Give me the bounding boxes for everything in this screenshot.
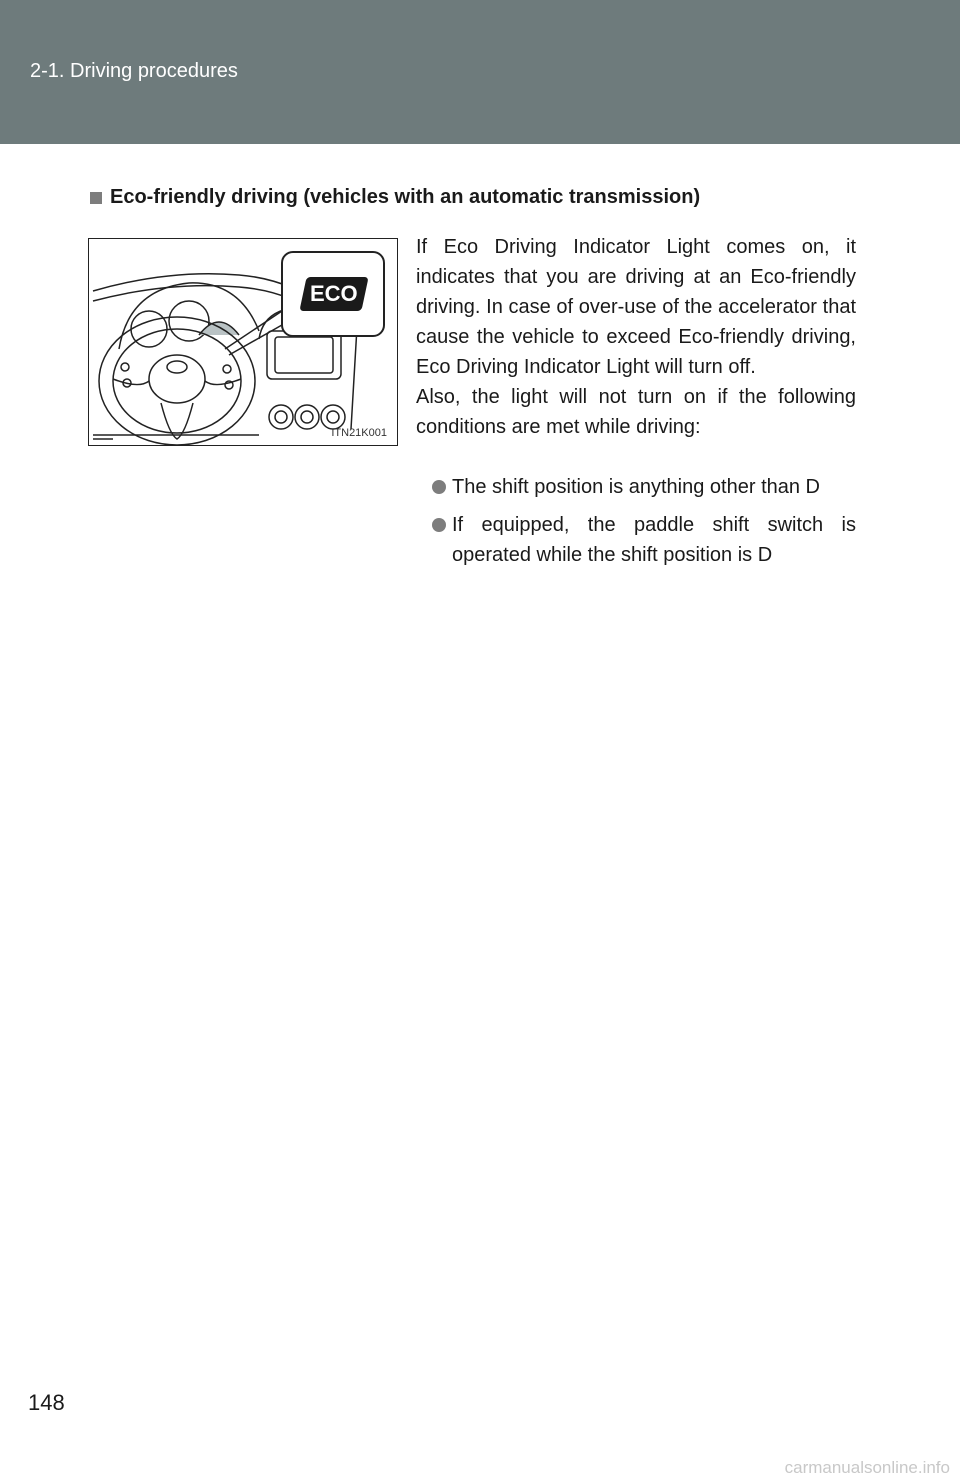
circle-bullet-icon — [432, 480, 446, 494]
dashboard-illustration — [88, 238, 398, 446]
section-heading-text: Eco-friendly driving (vehicles with an automatic transmission) — [110, 186, 701, 208]
section-breadcrumb: 2-1. Driving procedures — [30, 60, 238, 82]
paragraph-2: Also, the light will not turn on if the following conditions are met while driving: — [416, 386, 856, 438]
section-heading — [90, 186, 700, 209]
page-number: 148 — [28, 1390, 65, 1415]
paragraph-1: If Eco Driving Indicator Light comes on, it indicates that you are driving at an Eco-friendly driving. In case of over-use of the accelerator that cause the vehicle to exceed Eco-friendly driving, Eco Driving Indicator Light will turn off. — [416, 236, 856, 378]
condition-list — [432, 472, 856, 578]
page-header — [0, 0, 960, 144]
eco-indicator-label: ECO — [310, 281, 358, 306]
list-item-text: The shift position is anything other than D — [452, 476, 820, 498]
figure-id: ITN21K001 — [331, 427, 387, 439]
list-item — [432, 510, 856, 570]
list-item — [432, 472, 856, 502]
list-item-text: If equipped, the paddle shift switch is operated while the shift position is D — [452, 514, 856, 566]
eco-indicator-callout — [281, 251, 385, 337]
body-text — [416, 232, 856, 442]
circle-bullet-icon — [432, 518, 446, 532]
watermark: carmanualsonline.info — [784, 1458, 950, 1477]
eco-indicator-icon — [299, 277, 368, 311]
square-bullet-icon — [90, 192, 102, 204]
